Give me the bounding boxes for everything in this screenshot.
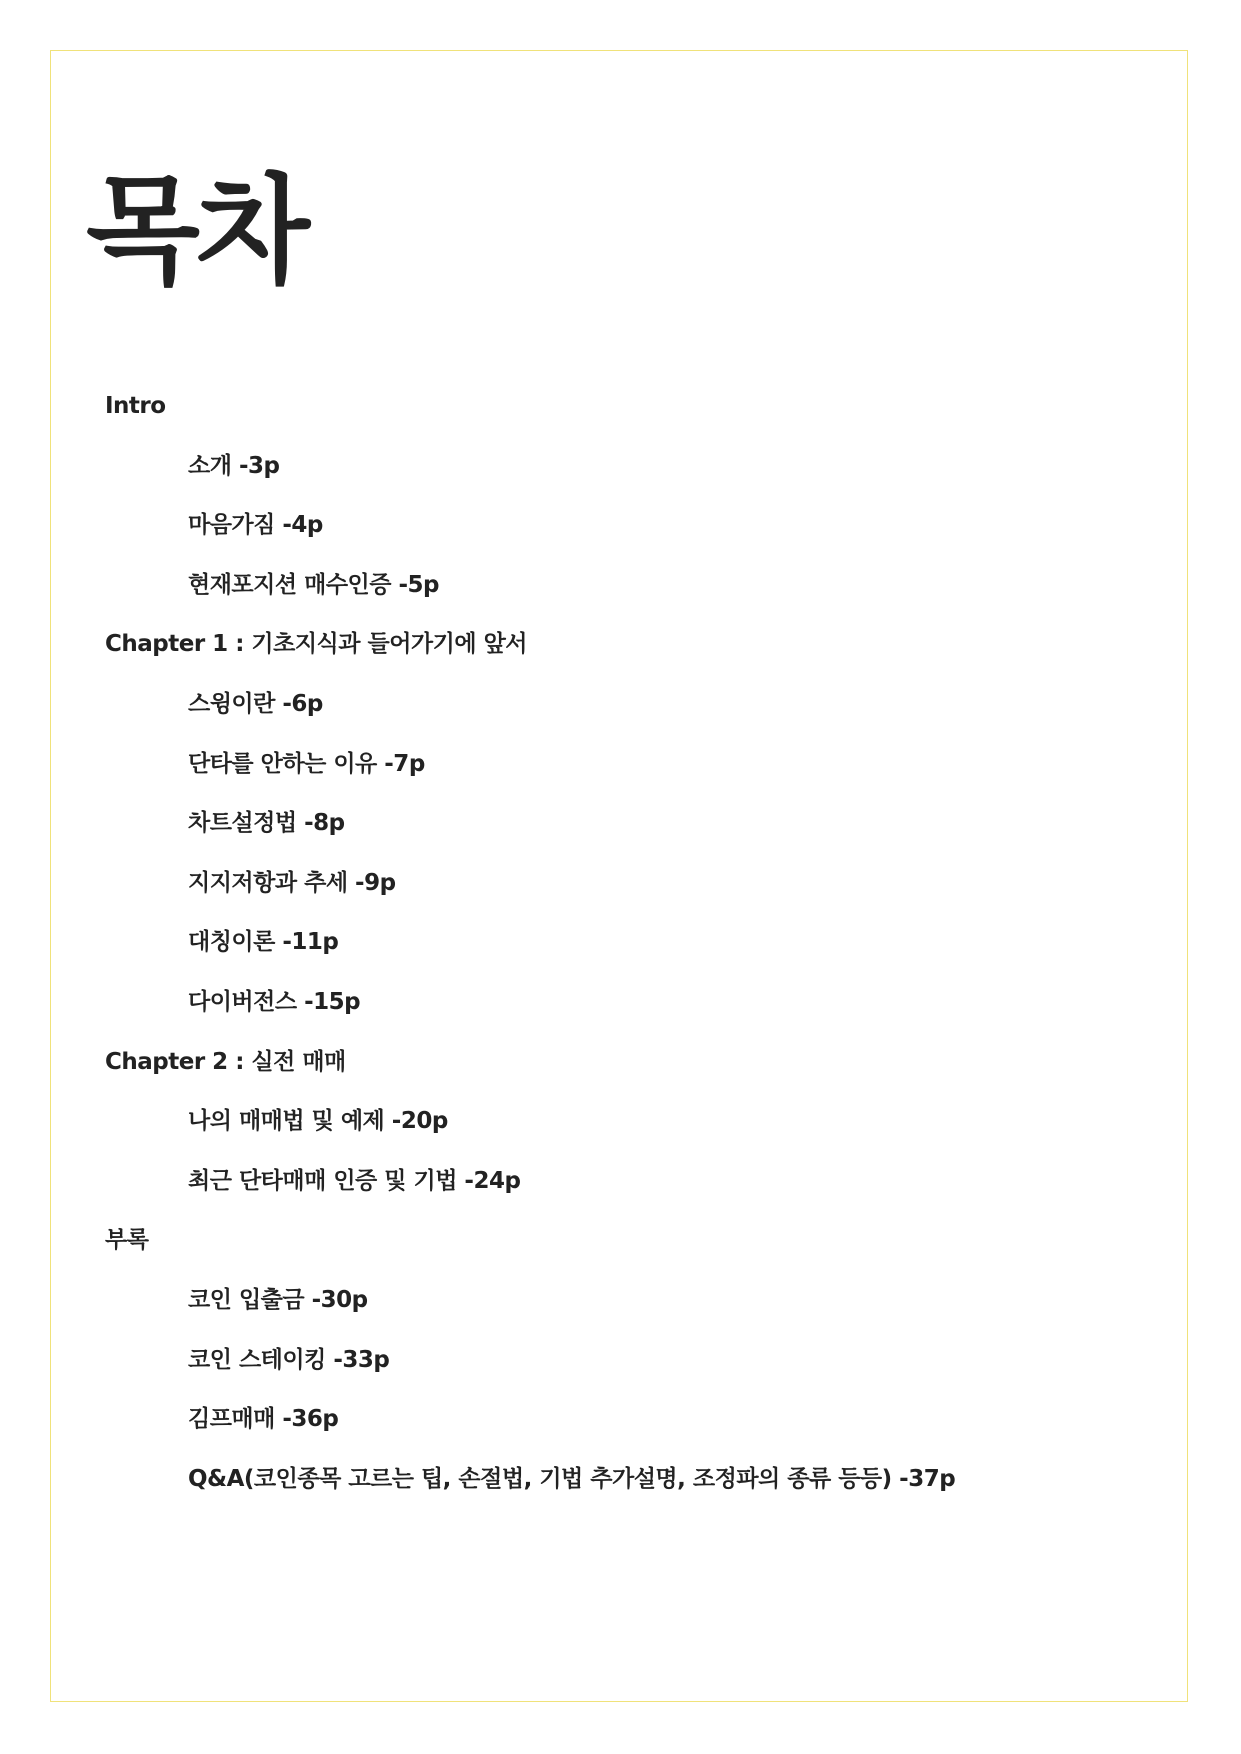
toc-entry: 나의 매매법 및 예제 -20p — [188, 1108, 448, 1135]
toc-entry: 스윙이란 -6p — [188, 690, 323, 717]
toc-entry: 단타를 안하는 이유 -7p — [188, 750, 425, 777]
page-title: 목차 — [86, 162, 306, 300]
toc-entry: 김프매매 -36p — [188, 1406, 339, 1433]
toc-entry: 코인 입출금 -30p — [188, 1286, 368, 1313]
toc-section-heading: 부록 — [105, 1227, 149, 1254]
toc-entry: 현재포지션 매수인증 -5p — [188, 571, 439, 598]
toc-section-heading: Chapter 1 : 기초지식과 들어가기에 앞서 — [105, 631, 528, 658]
table-of-contents — [105, 386, 955, 1518]
toc-section-heading: Chapter 2 : 실전 매매 — [105, 1048, 346, 1075]
toc-entry: 차트설정법 -8p — [188, 810, 345, 837]
toc-entry: 마음가짐 -4p — [188, 512, 323, 539]
toc-entry: 다이버전스 -15p — [188, 988, 361, 1015]
toc-entry: 대칭이론 -11p — [188, 929, 339, 956]
toc-entry: 최근 단타매매 인증 및 기법 -24p — [188, 1167, 521, 1194]
toc-entry: 소개 -3p — [188, 452, 280, 479]
toc-entry: 코인 스테이킹 -33p — [188, 1346, 390, 1373]
toc-section-heading: Intro — [105, 393, 166, 419]
toc-entry: Q&A(코인종목 고르는 팁, 손절법, 기법 추가설명, 조정파의 종류 등등) -37p — [188, 1465, 956, 1492]
toc-entry: 지지저항과 추세 -9p — [188, 869, 396, 896]
